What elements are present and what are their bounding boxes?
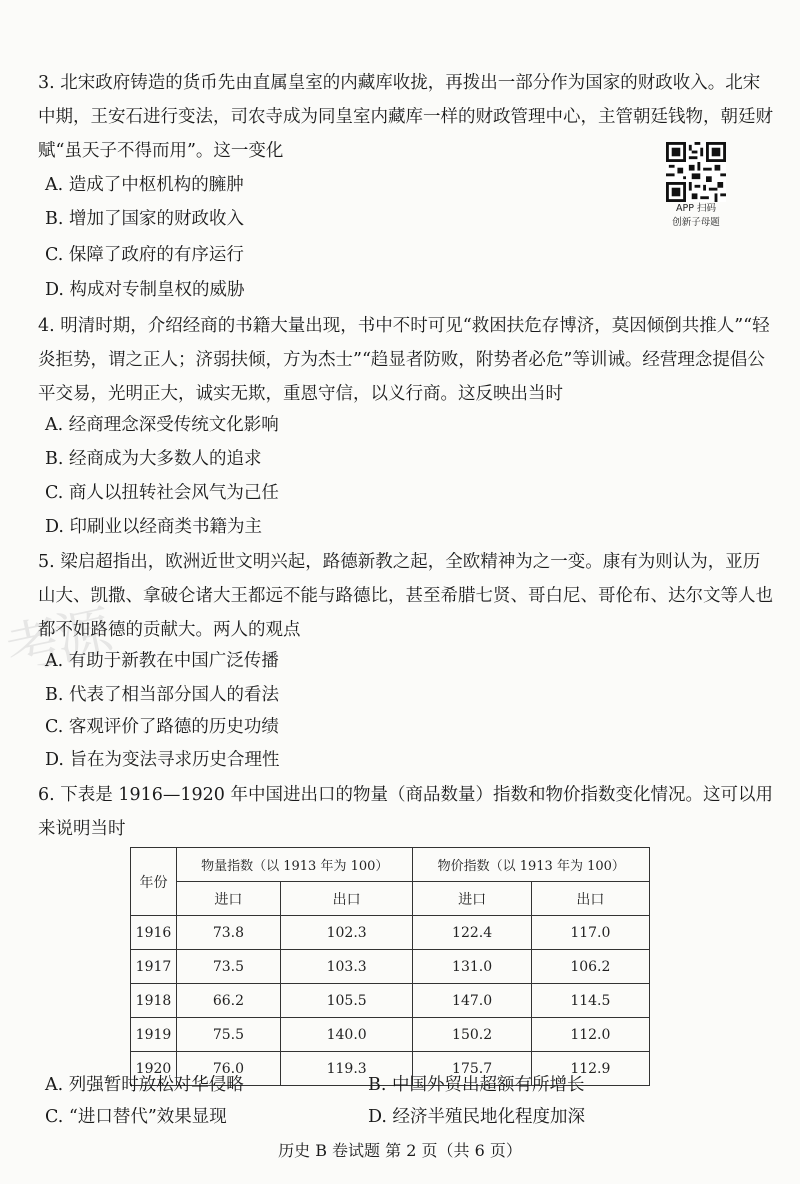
- q4-option-d[interactable]: D. 印刷业以经商类书籍为主: [45, 517, 263, 537]
- table-cell: 131.0: [413, 950, 531, 984]
- table-header-year: 年份: [131, 848, 177, 916]
- table-cell: 1916: [131, 916, 177, 950]
- table-cell: 114.5: [531, 984, 649, 1018]
- qr-code-block[interactable]: [664, 142, 728, 230]
- q4-option-c[interactable]: C. 商人以扭转社会风气为己任: [45, 483, 279, 503]
- question-3-stem: 3. 北宋政府铸造的货币先由直属皇室的内藏库收拢，再拨出一部分作为国家的财政收入。北宋中期，王安石进行变法，司农寺成为同皇室内藏库一样的财政管理中心，主管朝廷钱物，朝廷财赋“虽天子不得而用”。这一变化: [38, 73, 773, 161]
- page-footer: 历史 B 卷试题 第 2 页（共 6 页）: [278, 1141, 522, 1160]
- table-cell: 103.3: [280, 950, 413, 984]
- qr-code-icon: [666, 142, 726, 202]
- table-header-quantity-index: 物量指数（以 1913 年为 100）: [177, 848, 413, 882]
- table-subheader: 出口: [280, 882, 413, 916]
- table-cell: 147.0: [413, 984, 531, 1018]
- table-cell: 150.2: [413, 1018, 531, 1052]
- index-table: [130, 847, 650, 1086]
- q6-option-c[interactable]: C. “进口替代”效果显现: [45, 1107, 227, 1127]
- table-cell: 76.0: [177, 1052, 281, 1086]
- table-cell: 117.0: [531, 916, 649, 950]
- q3-option-a[interactable]: A. 造成了中枢机构的臃肿: [45, 175, 244, 195]
- q3-option-d[interactable]: D. 构成对专制皇权的威胁: [45, 280, 245, 300]
- question-4: [38, 309, 773, 411]
- table-subheader: 进口: [177, 882, 281, 916]
- table-cell: 75.5: [177, 1018, 281, 1052]
- table-cell: 1917: [131, 950, 177, 984]
- table-cell: 175.7: [413, 1052, 531, 1086]
- q5-option-c[interactable]: C. 客观评价了路德的历史功绩: [45, 717, 279, 737]
- question-5: [38, 545, 773, 647]
- table-cell: 1920: [131, 1052, 177, 1086]
- question-4-stem: 4. 明清时期，介绍经商的书籍大量出现，书中不时可见“救困扶危存博济，莫因倾倒共推人”“轻炎拒势，谓之正人；济弱扶倾，方为杰士”“趋显者防败，附势者必危”等训诫。经营理念提倡公平交易，光明正大，诚实无欺，重恩守信，以义行商。这反映出当时: [38, 316, 770, 404]
- table-row: [131, 950, 650, 984]
- table-header-price-index: 物价指数（以 1913 年为 100）: [413, 848, 650, 882]
- question-6: [38, 778, 773, 846]
- table-cell: 119.3: [280, 1052, 413, 1086]
- question-5-stem: 5. 梁启超指出，欧洲近世文明兴起，路德新教之起，全欧精神为之一变。康有为则认为，亚历山大、凯撒、拿破仑诸大王都远不能与路德比，甚至希腊七贤、哥白尼、哥伦布、达尔文等人也都不如路德的贡献大。两人的观点: [38, 552, 773, 640]
- table-row: [131, 984, 650, 1018]
- table-cell: 73.8: [177, 916, 281, 950]
- table-cell: 1919: [131, 1018, 177, 1052]
- table-subheader: 出口: [531, 882, 649, 916]
- q4-option-a[interactable]: A. 经商理念深受传统文化影响: [45, 415, 279, 435]
- table-row: [131, 916, 650, 950]
- q5-option-a[interactable]: A. 有助于新教在中国广泛传播: [45, 651, 279, 671]
- q3-option-b[interactable]: B. 增加了国家的财政收入: [45, 209, 244, 229]
- qr-caption-2: 创新子母题: [672, 217, 720, 228]
- qr-caption-1: APP 扫码: [676, 203, 716, 214]
- table-subheader: 进口: [413, 882, 531, 916]
- table-cell: 106.2: [531, 950, 649, 984]
- table-cell: 122.4: [413, 916, 531, 950]
- table-cell: 102.3: [280, 916, 413, 950]
- watermark: 考源: [0, 599, 113, 685]
- table-cell: 140.0: [280, 1018, 413, 1052]
- q6-option-a[interactable]: A. 列强暂时放松对华侵略: [45, 1075, 244, 1095]
- q5-option-d[interactable]: D. 旨在为变法寻求历史合理性: [45, 750, 280, 770]
- q6-option-b[interactable]: B. 中国外贸出超额有所增长: [368, 1075, 585, 1095]
- question-6-stem: 6. 下表是 1916—1920 年中国进出口的物量（商品数量）指数和物价指数变化情况。这可以用来说明当时: [38, 785, 773, 839]
- q4-option-b[interactable]: B. 经商成为大多数人的追求: [45, 449, 262, 469]
- q6-option-d[interactable]: D. 经济半殖民地化程度加深: [368, 1107, 586, 1127]
- table-row: [131, 1018, 650, 1052]
- table-cell: 112.9: [531, 1052, 649, 1086]
- question-3: [38, 66, 773, 168]
- q5-option-b[interactable]: B. 代表了相当部分国人的看法: [45, 685, 279, 705]
- table-cell: 112.0: [531, 1018, 649, 1052]
- q3-option-c[interactable]: C. 保障了政府的有序运行: [45, 245, 244, 265]
- table-cell: 105.5: [280, 984, 413, 1018]
- table-cell: 66.2: [177, 984, 281, 1018]
- table-cell: 73.5: [177, 950, 281, 984]
- table-cell: 1918: [131, 984, 177, 1018]
